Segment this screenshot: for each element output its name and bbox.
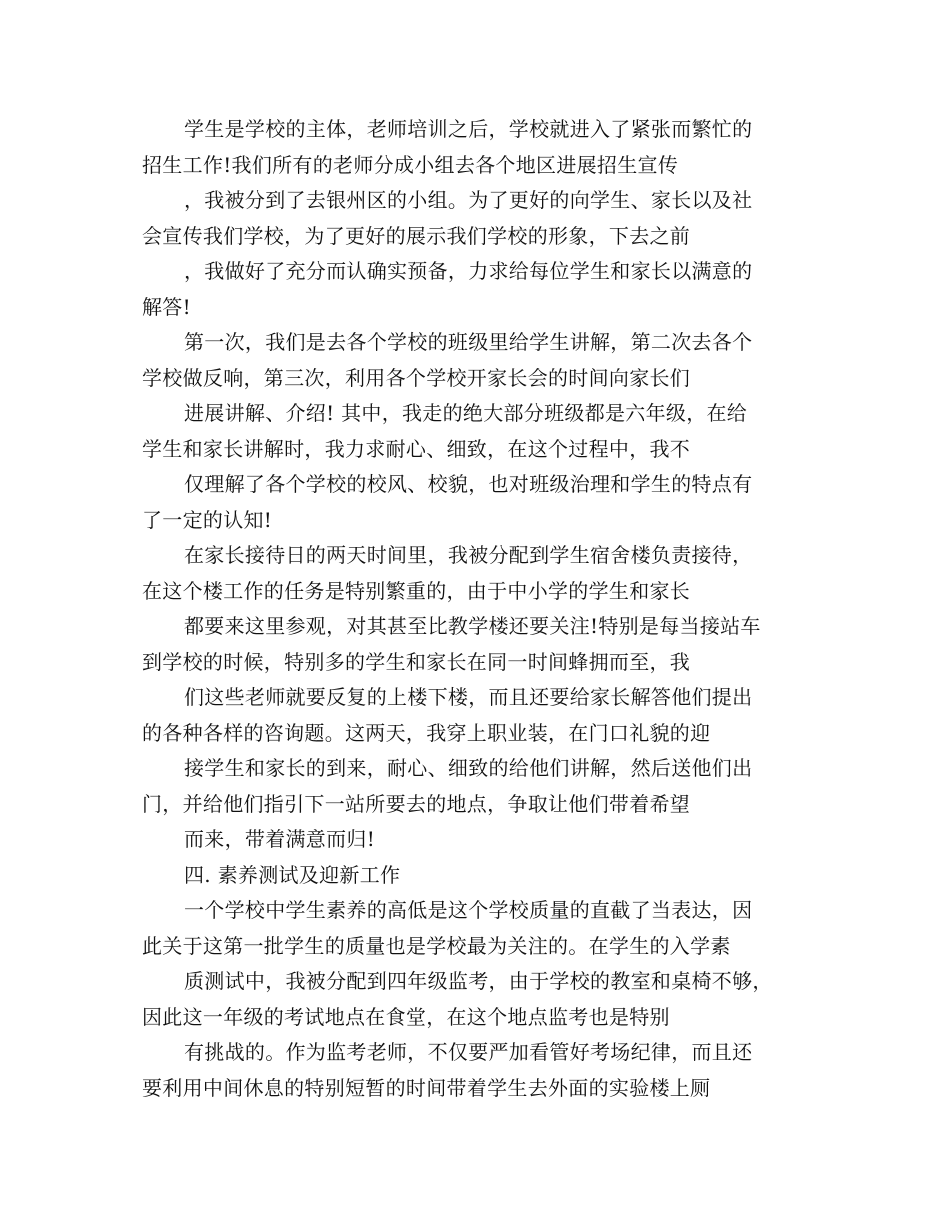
text-line: 在这个楼工作的任务是特别繁重的，由于中小学的学生和家长 — [142, 578, 691, 603]
section-heading: 四. 素养测试及迎新工作 — [184, 862, 401, 887]
text-line: 而来，带着满意而归! — [184, 827, 376, 851]
text-line: 有挑战的。作为监考老师，不仅要严加看管好考场纪律，而且还 — [184, 1040, 753, 1064]
text-line: 门，并给他们指引下一站所要去的地点，争取让他们带着希望 — [142, 791, 691, 816]
text-line: 招生工作!我们所有的老师分成小组去各个地区进展招生宣传 — [142, 152, 679, 177]
text-line: 此关于这第一批学生的质量也是学校最为关注的。在学生的入学素 — [142, 933, 731, 958]
text-line: 一个学校中学生素养的高低是这个学校质量的直截了当表达，因 — [184, 898, 753, 922]
text-line: 学生和家长讲解时，我力求耐心、细致，在这个过程中，我不 — [142, 436, 691, 461]
text-line: 会宣传我们学校，为了更好的展示我们学校的形象，下去之前 — [142, 223, 691, 248]
text-line: 质测试中，我被分配到四年级监考，由于学校的教室和桌椅不够， — [184, 969, 773, 993]
text-line: 的各种各样的咨询题。这两天，我穿上职业装，在门口礼貌的迎 — [142, 720, 711, 745]
text-line: ，我做好了充分而认确实预备，力求给每位学生和家长以满意的 — [184, 259, 753, 283]
text-line: 仅理解了各个学校的校风、校貌，也对班级治理和学生的特点有 — [184, 472, 753, 496]
text-line: 都要来这里参观，对其甚至比教学楼还要关注!特别是每当接站车 — [184, 614, 761, 638]
text-line: 到学校的时候，特别多的学生和家长在同一时间蜂拥而至，我 — [142, 649, 691, 674]
text-line: 进展讲解、介绍! 其中，我走的绝大部分班级都是六年级，在给 — [184, 401, 748, 425]
text-line: 第一次，我们是去各个学校的班级里给学生讲解，第二次去各个 — [184, 330, 753, 354]
text-line: 学生是学校的主体，老师培训之后，学校就进入了紧张而繁忙的 — [184, 117, 753, 141]
text-line: 解答! — [142, 294, 191, 319]
text-line: 在家长接待日的两天时间里，我被分配到学生宿舍楼负责接待， — [184, 543, 753, 567]
text-line: 因此这一年级的考试地点在食堂，在这个地点监考也是特别 — [142, 1004, 670, 1029]
text-line: 接学生和家长的到来，耐心、细致的给他们讲解，然后送他们出 — [184, 756, 753, 780]
text-line: 要利用中间休息的特别短暂的时间带着学生去外面的实验楼上厕 — [142, 1075, 711, 1100]
text-line: ，我被分到了去银州区的小组。为了更好的向学生、家长以及社 — [184, 188, 753, 212]
body-text — [142, 112, 832, 1106]
text-line: 学校做反响，第三次，利用各个学校开家长会的时间向家长们 — [142, 365, 691, 390]
text-line: 们这些老师就要反复的上楼下楼，而且还要给家长解答他们提出 — [184, 685, 753, 709]
text-line: 了一定的认知! — [142, 507, 273, 532]
